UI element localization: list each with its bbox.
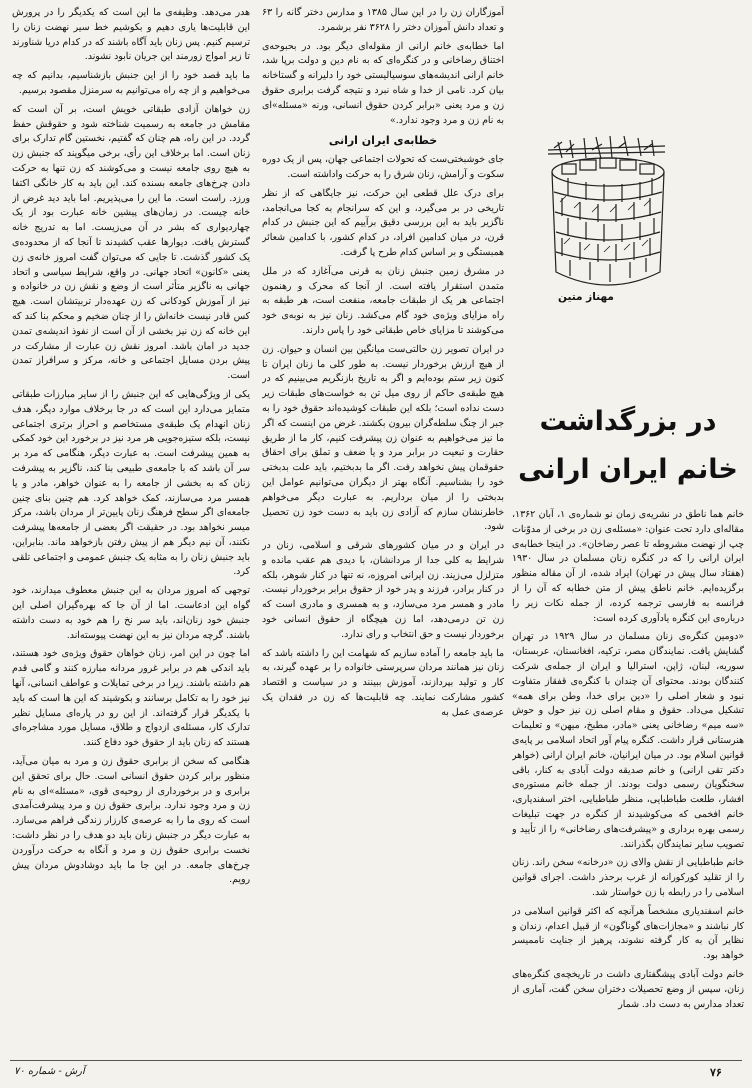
paragraph: اما چون در این امر، زنان خواهان حقوق ویژه‌ی خود هستند، باید اندکی هم در برابر غرور مردانه مبارزه کنند و گامی قدم هم داشته باشند. زیرا در برخی تمایلات و عواطف انسانی، آنها نیز خود را به تکامل برسانند و بکوشیند که این ها است که باید با یکدیگر قرار گرفته‌اند. از این رو در پاره‌ای مسایل نظیر تدارک کار، مسئله‌ی ازدواج و طلاق، مسایل مورد مشاجره‌ای هستند که زنان باید از حقوق خود دفاع کنند.: [12, 648, 250, 749]
paragraph: خانم دولت آبادی پیشگفتاری داشت در تاریخچه‌ی کنگره‌های زنان، سپس از وضع تحصیلات دختران سخن گفت، آماری از تعداد مدارس به دست داد. شمار: [512, 968, 744, 1010]
text-column-middle: [262, 6, 504, 1056]
page-number: ۷۶: [710, 1066, 722, 1079]
paragraph: هدر می‌دهد. وظیفه‌ی ما این است که یکدیگر را در پرورش این قابلیت‌ها یاری دهیم و بکوشیم خط سیر نهضت زنان را ترسیم کنیم. پس زنان باید آگاه باشند که در کدام دریا شناورند تا زیر امواج زورمند این جریان نابود نشوند.: [12, 7, 250, 63]
paragraph: برای درک علل قطعی این حرکت، نیز جایگاهی که از نظر تاریخی در بر می‌گیرد، و این که سرانجام به کجا می‌انجامد، ناگزیر باید به این بررسی دقیق برآییم که این جنبش در کدام قرن، در میان کدامین افراد، در کدام کشور، با کدامین شعائر همبستگی و بر اساس کدام طرح پا گرفت.: [262, 187, 504, 258]
footer-issue: آرش - شماره ۷۰: [14, 1066, 85, 1077]
headline-line-2: خانم ایران ارانی: [518, 454, 738, 485]
paragraph: زن خواهان آزادی طبقاتی خویش است، بر آن است که مقامش در جامعه به رسمیت شناخته شود و حقوقش حفظ گردد. در این راه، هم چنان که گفتیم، نخستین گام تدارک برای زنان است. اما برخلاف این رأی، برخی میگویند که جنبش زن به هیچ روی جامعه نیست و می‌کوشند که زن تنها به حرکت دادن چرخ‌های جامعه بسنده کند. این باید به کار خانگی اکتفا ورزد. راست است. ما این را می‌پذیریم. اما باید دید غرض از خانه چیست. در زمان‌های پیشین خانه عبارت بود از یک چهاردیواری که بشر در آن می‌زیست. اما به تدریج خانه گسترش یافت. دیوارها عقب کشیدند تا آنجا که از محدوده‌ی یک کشور گذشت. تا جایی که می‌توان گفت امروز خانه‌ی زن یعنی «کانون» اتحاد جهانی. در واقع، شرایط سیاسی و اتحاد جهانی به ناگزیر متأثر است از وضع و نقش زن در خانواده و نیز از آموزش کودکانی که زن عهده‌دار تربیتشان است. هیچ کس قادر نیست خانه‌اش را از چنان ضخیم و محکم بنا کند که این خانه که زن نیز بخشی از آن است از نفوذ اندیشه‌ی تمدن جدید در امان باشد. امروز نقش زن عبارت از مشارکت در پیش بردن مسایل اجتماعی و خانه، مرکز و سرافراز تمدن است.: [12, 103, 250, 382]
paragraph: اما خطابه‌ی خانم ارانی از مقوله‌ای دیگر بود. در بحبوحه‌ی اختناق رضاخانی و در کنگره‌ای که به نام دین و دولت برپا شد، خانم ارانی اندیشه‌های سوسیالیستی خود را دلیرانه و گستاخانه بیان کرد. نامی از خدا و شاه نبرد و نتیجه گرفت برابری حقوق زن و مرد یعنی «برابر کردن حقوق انسانی، ورنه «مسئله»ای به نام زن و مرد وجود ندارد.»: [262, 40, 504, 126]
paragraph: ما باید قصد خود را از این جنبش بازشناسیم، بدانیم که چه می‌خواهیم و از چه راه می‌توانیم به سرمنزل مقصود برسیم.: [12, 70, 250, 96]
paragraph: توجهی که امروز مردان به این جنبش معطوف میدارند، خود گواه این ادعاست. اما از آن جا که بهره‌گیران اصلی این جنبش خود زنان‌اند، باید سر نخ را هم خود به دست داشته باشند. گرچه مردان نیز به این نهضت پیوسته‌اند.: [12, 585, 250, 641]
paragraph: ما باید جامعه را آماده سازیم که شهامت این را داشته باشد که زنان نیز همانند مردان سرپرستی خانواده را بر عهده گیرند، به کار و تولید بپردازند، آموزش ببینند و در سیاست و اقتصاد کشور مشارکت نمایند. چه قابلیت‌ها که زن در فقدان یک عرصه‌ی عمل به: [262, 647, 504, 718]
text-column-right: [512, 508, 744, 1068]
paragraph: خانم هما ناطق در نشریه‌ی زمان نو شماره‌ی ۱، آبان ۱۳۶۲، مقاله‌ای دارد تحت عنوان: «مسئله‌ی زن در برخی از مدوّنات چپ از نهضت مشروطه تا عصر رضاخان». در اینجا خطابه‌ی ایران ارانی را که در کنگره زنان مسلمان در سال ۱۹۳۰ (هفتاد سال پیش در تهران) ایراد شده، از آن مقاله منظور برگزیده‌ایم. خانم ناطق پیش از متن خطابه که آن را از فرانسه به فارسی ترجمه کرده، از جمله نکات زیر را درباره‌ی این کنگره یادآوری کرده است:: [512, 509, 744, 624]
paragraph: در ایران و در میان کشورهای شرقی و اسلامی، زنان در شرایط به کلی جدا از مردانشان، با دیدی هم عقب مانده و متزلزل می‌زیند. زن ایرانی امروزه، نه تنها در کنار شوهر، بلکه در کنار برادر، فرزند و پدر خود از حقوق برابر برخوردار نیست. مادر و همسر مرد می‌سازد، و به همسری و مادری است که زن تن درمی‌دهد، اما زن هیچگاه از حقوق انسانی خود برخوردار نیست و حق انتخاب و رای ندارد.: [262, 540, 504, 640]
section-heading: خطابه‌ی ایران ارانی: [328, 134, 438, 148]
footer-divider: [10, 1060, 742, 1061]
paragraph: یکی از ویژگی‌هایی که این جنبش را از سایر مبارزات طبقاتی متمایز می‌دارد این است که در جا برخلاف موارد دیگر، هدف زنان انهدام یک طبقه‌ی مستخاصم و احراز برتری اجتماعی نیست، بلکه ستیزه‌جویی هر مرد نیز در برخورد این خود کمکی به همین پیشرفت است. به عبارت دیگر، هنگامی که مرد بر سر آن باشد که با جامعه‌ی طبیعی بنا کند، ناگزیر به پیشرفت زنان که به بخشی از جامعه را به عنوان خواهر، مادر و یا همسر مرد می‌سازند، کمک خواهد کرد. هم چنین بنای چنین جامعه‌ای اگر سطح فرهنگ زنان پایین‌تر از مردان باشد، مرکز میسر نخواهد بود. در حقیقت اگر بعضی از جامعه‌ها پیشرفت نکنند، آن نیم دیگر هم از پیش رفتن بازخواهد ماند. بنابراین، باید جنبش زنان را به مثابه یک جنبش عمومی و اجتماعی تلقی کرد.: [12, 388, 250, 578]
paragraph: هنگامی که سخن از برابری حقوق زن و مرد به میان می‌آید، منظور برابر کردن حقوق انسانی است. حال برای تحقق این برابری و در برخورداری از روحیه‌ی قوی، «مسئله»ای به نام زن و مرد وجود ندارد. برابری حقوق زن و مرد پیشرفت‌آمدی است که روی ما را به عرصه‌ی کارزار زندگی فراهم می‌سازد. به عبارت دیگر در جنبش زنان باید دو هدف را در نظر داشت: نخست برابری حقوق زن و مرد و آنگاه به حرکت درآوردن چرخ‌های جامعه. در این جا ما باید دوشادوش مردان پیش رویم.: [12, 756, 250, 886]
author-name: مهناز متین: [558, 291, 614, 303]
article-headline: [510, 398, 746, 494]
paragraph: در ایران تصویر زن حالتی‌ست میانگین بین انسان و حیوان. زن از هیچ ارزش برخوردار نیست. به طور کلی ما زنان ایران تا کنون زیر ستم بوده‌ایم و اگر به تاریخ بازنگریم می‌بینیم که در هیچ طبقه‌ی حاکم از روی میل تن به خواست‌های طبقات زیر دست نداده است؛ بلکه این طبقات کوشیده‌اند حقوق خود را به جبر از چنگ سلطه‌گران بیرون بکشند. غرض من اینست که اگر ما نیز می‌خواهیم به عنوان زن پیشرفت کنیم، کار ما از طریق حقارت و تبعیت در برابر مرد و یا ضعف و تملق برای احقاق حقوقمان پیش نخواهد رفت. اگر ما بدبختیم، باید علت بدبختی خود را بشناسیم. آنگاه بهتر از دیگران می‌توانیم عوامل این بدبختی را از میان برداریم. به عبارت دیگر می‌خواهم خاطرنشان سازم که آزادی زن باید به دست خود زن تحصیل شود.: [262, 343, 504, 533]
headline-line-1: در بزرگداشت: [539, 406, 717, 437]
paragraph: «دومین کنگره‌ی زنان مسلمان در سال ۱۹۲۹ در تهران گشایش یافت. نمایندگان مصر، ترکیه، افغانستان، عربستان، سوریه، لبنان، ژاپن، استرالیا و ایران از جمله‌ی شرکت کنندگان بودند. محتوای آن چندان با کنگره‌ی قفقاز متفاوت نبود و شعار اصلی را «دین برای خدا، وطن برای همه» تشکیل می‌داد. حقوق و مقام اصلی زن نیز حول و حوش «سه میم» رضاخانی یعنی «مادر، مطبخ، میهن» و تعلیمات هنرستانی قرار داشت. کنگره پیام آور اتحاد اسلامی بر پایه‌ی قوانین اسلام بود. در میان ایرانیان، خانم ایران ارانی (خواهر دکتر تقی ارانی) و خانم صدیقه دولت آبادی به کنار، باقی سخنگویان رسمی دولت بودند. از جمله خانم مستوره‌ی افشار، طلعت طباطبایی، منظر طباطبایی، اختر اسفندیاری، خانم افخمی که می‌کوشیدند از کنگره در جهت تبلیغات رسمی بهره برداری و «پیشرفت‌های رضاخانی» را از تأیید و تصویب سایر نمایندگان بگذرانند.: [512, 631, 744, 850]
paragraph: خانم اسفندیاری مشخصاً هرآنچه که اکثر قوانین اسلامی در کار نباشند و «مجازات‌های گوناگون» از قبیل اعدام، زندان و نظایر آن به کار گرفته نشوند، پرهیز از جنایت ناممیسر خواهد بود.: [512, 905, 744, 962]
stone-well-illustration: [540, 112, 670, 302]
paragraph: در مشرق زمین جنبش زنان به قرنی می‌آغازد که در ملل متمدن استقرار یافته است. از آنجا که محرک و رهنمون اجتماعی هر یک از طبقات جامعه، منفعت است، هر طبقه به راه مزایای ویژه‌ی خود گام می‌کشد. زنان نیز به نوبه‌ی خود می‌کوشند تا مزایای خاص طبقاتی خود را پاس دارند.: [262, 265, 504, 336]
paragraph: آموزگاران زن را در این سال ۱۳۸۵ و مدارس دختر گانه را ۶۳ و تعداد دانش آموزان دختر را ۳۶۲۸ نفر برشمرد.: [262, 7, 504, 33]
paragraph: جای خوشبختی‌ست که تحولات اجتماعی جهان، پس از یک دوره سکوت و آرامش، زنان شرق را به حرکت واداشته است.: [262, 154, 504, 180]
text-column-left: [12, 6, 250, 1056]
paragraph: خانم طباطبایی از نقش والای زن «درخانه» سخن راند. زنان را از تقلید کورکورانه از غرب برحذر داشت. اجرای قوانین اسلامی را در رابطه با زن خواستار شد.: [512, 857, 744, 898]
